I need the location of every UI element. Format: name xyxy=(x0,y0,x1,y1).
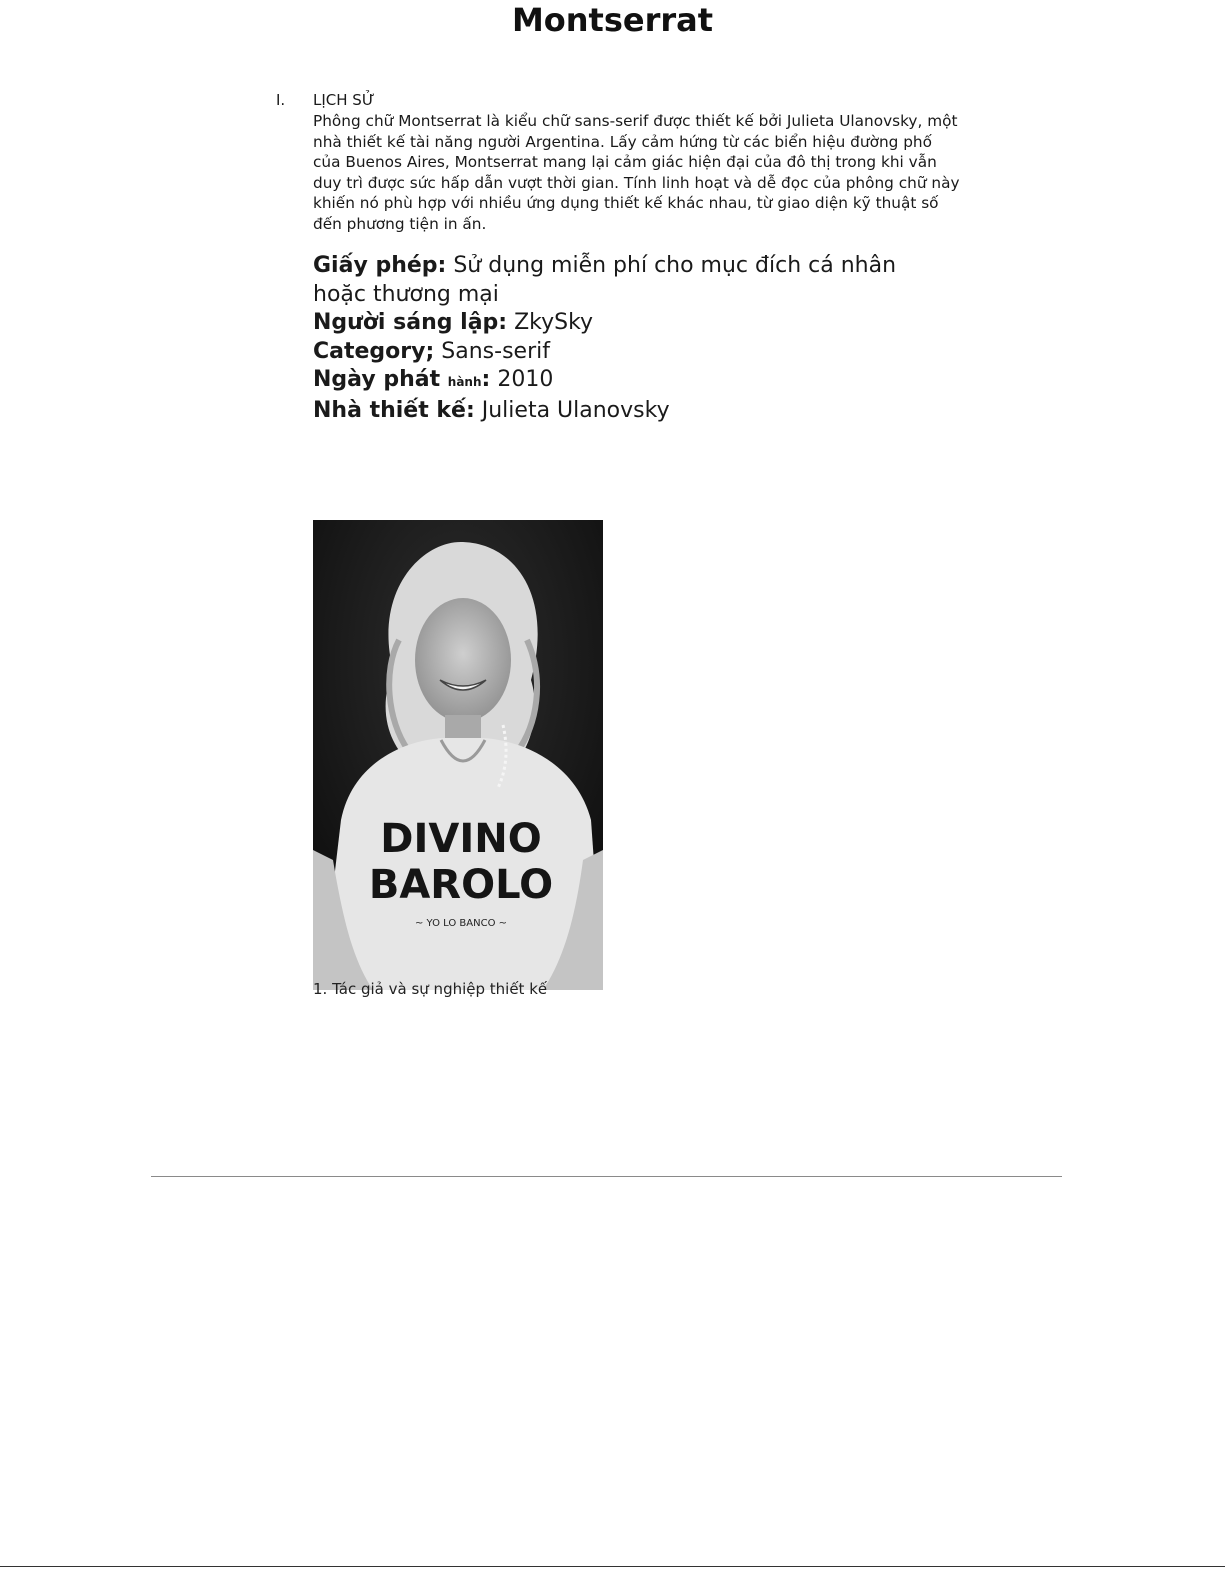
section-number: I. xyxy=(276,91,286,109)
page-title: Montserrat xyxy=(511,1,714,39)
meta-creator-key: Người sáng lập: xyxy=(313,310,508,335)
designer-portrait-photo xyxy=(313,520,603,990)
meta-release-key-small: hành xyxy=(447,375,482,389)
meta-designer-key: Nhà thiết kế: xyxy=(313,397,475,423)
caption-number: 1. xyxy=(313,980,328,998)
figure-caption xyxy=(313,980,547,998)
meta-category xyxy=(313,338,953,367)
shirt-text-line1: DIVINO xyxy=(380,816,542,862)
section-heading: LỊCH SỬ xyxy=(313,91,375,109)
meta-creator xyxy=(313,309,953,338)
meta-release xyxy=(313,366,953,397)
section-paragraph: Phông chữ Montserrat là kiểu chữ sans-serif được thiết kế bởi Julieta Ulanovsky, một nhà thiết kế tài năng người Argentina. Lấy cảm hứng từ các biển hiệu đường phố của Buenos Aires, Montserrat mang lại cảm giác hiện đại của đô thị trong khi vẫn duy trì được sức hấp dẫn vượt thời gian. Tính linh hoạt và dễ đọc của phông chữ này khiến nó phù hợp với nhiều ứng dụng thiết kế khác nhau, từ giao diện kỹ thuật số đến phương tiện in ấn. xyxy=(313,112,960,233)
meta-release-key-main: Ngày phát xyxy=(313,367,441,392)
font-metadata xyxy=(313,252,953,425)
meta-release-key xyxy=(313,367,490,392)
caption-text: Tác giả và sự nghiệp thiết kế xyxy=(332,980,548,998)
meta-designer xyxy=(313,397,953,426)
meta-creator-value: ZkySky xyxy=(514,310,594,335)
meta-license xyxy=(313,252,953,309)
horizontal-divider xyxy=(151,1176,1062,1177)
page-bottom-border xyxy=(0,1566,1225,1567)
meta-release-value: 2010 xyxy=(497,367,554,392)
meta-license-value: Sử dụng miễn phí cho mục đích cá nhân hoặc thương mại xyxy=(313,253,897,307)
shirt-text-line2: BAROLO xyxy=(368,862,554,908)
meta-license-key: Giấy phép: xyxy=(313,253,447,278)
meta-release-key-colon: : xyxy=(481,367,491,392)
face-shape xyxy=(415,598,511,722)
meta-category-key: Category; xyxy=(313,338,435,364)
meta-designer-value: Julieta Ulanovsky xyxy=(481,397,670,423)
meta-category-value: Sans-serif xyxy=(441,338,550,364)
portrait-illustration xyxy=(313,520,603,990)
shirt-text-line3: ~ YO LO BANCO ~ xyxy=(414,918,508,929)
